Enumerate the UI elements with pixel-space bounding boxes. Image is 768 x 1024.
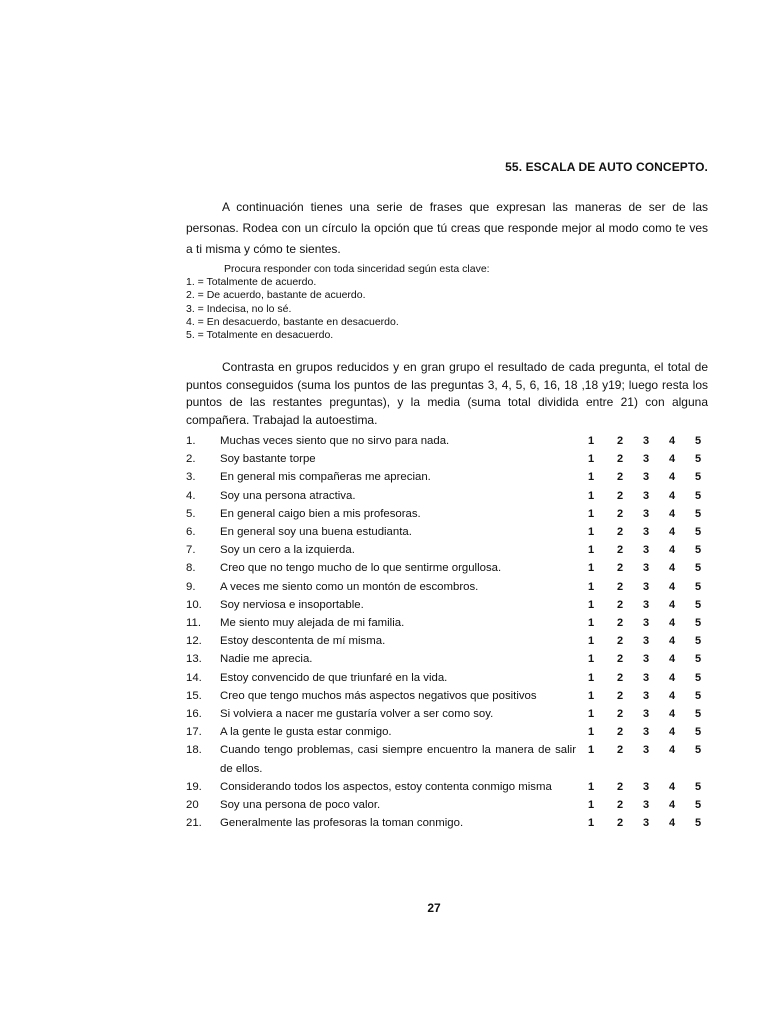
item-statement: En general caigo bien a mis profesoras. <box>220 507 421 520</box>
item-number: 21. <box>186 817 202 830</box>
rating-option-2[interactable]: 2 <box>616 617 624 630</box>
item-number: 2. <box>186 453 196 466</box>
questionnaire-item <box>186 632 716 650</box>
item-number: 5. <box>186 507 196 520</box>
rating-option-5[interactable]: 5 <box>694 598 702 611</box>
rating-option-2[interactable]: 2 <box>616 580 624 593</box>
rating-option-2[interactable]: 2 <box>616 744 624 757</box>
rating-option-4[interactable]: 4 <box>668 562 676 575</box>
item-statement: Estoy convencido de que triunfaré en la vida. <box>220 671 448 684</box>
rating-option-4[interactable]: 4 <box>668 726 676 739</box>
rating-option-1[interactable]: 1 <box>587 598 595 611</box>
rating-option-4[interactable]: 4 <box>668 671 676 684</box>
answer-key-item: 3. = Indecisa, no lo sé. <box>186 302 292 315</box>
rating-option-3[interactable]: 3 <box>642 744 650 757</box>
rating-option-2[interactable]: 2 <box>616 817 624 830</box>
rating-option-2[interactable]: 2 <box>616 726 624 739</box>
rating-option-3[interactable]: 3 <box>642 708 650 721</box>
rating-option-2[interactable]: 2 <box>616 708 624 721</box>
item-number: 8. <box>186 562 196 575</box>
item-number: 13. <box>186 653 202 666</box>
rating-option-5[interactable]: 5 <box>694 580 702 593</box>
rating-option-5[interactable]: 5 <box>694 562 702 575</box>
rating-option-5[interactable]: 5 <box>694 671 702 684</box>
rating-option-5[interactable]: 5 <box>694 507 702 520</box>
item-statement: Soy bastante torpe <box>220 453 316 466</box>
rating-option-1[interactable]: 1 <box>587 471 595 484</box>
item-number: 20 <box>186 799 199 812</box>
answer-key <box>186 263 586 342</box>
rating-option-2[interactable]: 2 <box>616 435 624 447</box>
item-number: 4. <box>186 489 196 502</box>
item-number: 15. <box>186 689 202 702</box>
questionnaire-item <box>186 596 716 614</box>
questionnaire-item <box>186 559 716 577</box>
questionnaire-item <box>186 432 716 450</box>
rating-option-4[interactable]: 4 <box>668 780 676 793</box>
document-title: 55. ESCALA DE AUTO CONCEPTO. <box>505 160 708 174</box>
answer-key-item: 4. = En desacuerdo, bastante en desacuerdo. <box>186 315 399 328</box>
rating-option-3[interactable]: 3 <box>642 653 650 666</box>
rating-option-1[interactable]: 1 <box>587 744 595 757</box>
rating-option-1[interactable]: 1 <box>587 726 595 739</box>
rating-option-4[interactable]: 4 <box>668 744 676 757</box>
item-number: 18. <box>186 744 202 757</box>
rating-option-3[interactable]: 3 <box>642 489 650 502</box>
rating-option-4[interactable]: 4 <box>668 653 676 666</box>
questionnaire-item <box>186 523 716 541</box>
answer-key-item: 2. = De acuerdo, bastante de acuerdo. <box>186 289 366 302</box>
item-number: 14. <box>186 671 202 684</box>
rating-option-2[interactable]: 2 <box>616 780 624 793</box>
rating-option-5[interactable]: 5 <box>694 780 702 793</box>
rating-option-5[interactable]: 5 <box>694 617 702 630</box>
item-statement: Soy una persona de poco valor. <box>220 799 381 812</box>
rating-option-1[interactable]: 1 <box>587 671 595 684</box>
rating-option-2[interactable]: 2 <box>616 598 624 611</box>
rating-option-1[interactable]: 1 <box>587 689 595 702</box>
item-number: 1. <box>186 435 196 447</box>
rating-option-2[interactable]: 2 <box>616 635 624 648</box>
questionnaire-item <box>186 796 716 814</box>
item-statement: Generalmente las profesoras la toman conmigo. <box>220 817 464 830</box>
rating-option-4[interactable]: 4 <box>668 489 676 502</box>
rating-option-4[interactable]: 4 <box>668 526 676 539</box>
rating-option-4[interactable]: 4 <box>668 708 676 721</box>
rating-option-2[interactable]: 2 <box>616 471 624 484</box>
rating-option-2[interactable]: 2 <box>616 544 624 557</box>
rating-option-3[interactable]: 3 <box>642 471 650 484</box>
item-statement: Creo que tengo muchos más aspectos negativos que positivos <box>220 689 537 702</box>
rating-option-2[interactable]: 2 <box>616 799 624 812</box>
questionnaire-item <box>186 669 716 687</box>
questionnaire-item <box>186 541 716 559</box>
rating-option-1[interactable]: 1 <box>587 526 595 539</box>
rating-option-5[interactable]: 5 <box>694 526 702 539</box>
rating-option-3[interactable]: 3 <box>642 544 650 557</box>
rating-option-5[interactable]: 5 <box>694 689 702 702</box>
item-statement: Soy nerviosa e insoportable. <box>220 598 364 611</box>
rating-option-5[interactable]: 5 <box>694 635 702 648</box>
rating-option-5[interactable]: 5 <box>694 435 702 447</box>
item-statement: Creo que no tengo mucho de lo que sentirme orgullosa. <box>220 562 502 575</box>
rating-option-1[interactable]: 1 <box>587 562 595 575</box>
rating-option-4[interactable]: 4 <box>668 453 676 466</box>
item-statement: Soy una persona atractiva. <box>220 489 356 502</box>
item-statement: Si volviera a nacer me gustaría volver a ser como soy. <box>220 708 494 721</box>
item-number: 9. <box>186 580 196 593</box>
rating-option-4[interactable]: 4 <box>668 471 676 484</box>
rating-option-5[interactable]: 5 <box>694 453 702 466</box>
rating-option-3[interactable]: 3 <box>642 635 650 648</box>
rating-option-4[interactable]: 4 <box>668 689 676 702</box>
item-statement: Soy un cero a la izquierda. <box>220 544 355 557</box>
rating-option-2[interactable]: 2 <box>616 562 624 575</box>
intro-paragraph: A continuación tienes una serie de frases que expresan las maneras de ser de las personas. Rodea con un círculo la opción que tú creas que responde mejor al modo como te ves a ti misma y cómo te sientes. <box>186 200 708 256</box>
rating-option-1[interactable]: 1 <box>587 507 595 520</box>
rating-option-3[interactable]: 3 <box>642 435 650 447</box>
questionnaire-item <box>186 741 716 777</box>
rating-option-4[interactable]: 4 <box>668 580 676 593</box>
rating-option-3[interactable]: 3 <box>642 726 650 739</box>
item-statement: Cuando tengo problemas, casi siempre encuentro la manera de salir de ellos. <box>220 744 576 775</box>
rating-option-3[interactable]: 3 <box>642 526 650 539</box>
rating-option-3[interactable]: 3 <box>642 453 650 466</box>
rating-option-3[interactable]: 3 <box>642 507 650 520</box>
item-statement: A veces me siento como un montón de escombros. <box>220 580 479 593</box>
rating-option-1[interactable]: 1 <box>587 817 595 830</box>
rating-option-3[interactable]: 3 <box>642 689 650 702</box>
rating-option-5[interactable]: 5 <box>694 544 702 557</box>
item-number: 3. <box>186 471 196 484</box>
answer-key-item: 1. = Totalmente de acuerdo. <box>186 276 317 289</box>
item-statement: Nadie me aprecia. <box>220 653 313 666</box>
rating-option-5[interactable]: 5 <box>694 471 702 484</box>
questionnaire-item <box>186 814 716 832</box>
questionnaire-item <box>186 705 716 723</box>
rating-option-4[interactable]: 4 <box>668 435 676 447</box>
rating-option-2[interactable]: 2 <box>616 653 624 666</box>
rating-option-3[interactable]: 3 <box>642 580 650 593</box>
rating-option-1[interactable]: 1 <box>587 435 595 447</box>
item-statement: Considerando todos los aspectos, estoy contenta conmigo misma <box>220 780 552 793</box>
rating-option-3[interactable]: 3 <box>642 671 650 684</box>
rating-option-1[interactable]: 1 <box>587 635 595 648</box>
questionnaire-item <box>186 723 716 741</box>
rating-option-3[interactable]: 3 <box>642 799 650 812</box>
item-number: 17. <box>186 726 202 739</box>
item-statement: Estoy descontenta de mí misma. <box>220 635 386 648</box>
rating-option-1[interactable]: 1 <box>587 653 595 666</box>
questionnaire-items <box>186 432 716 832</box>
rating-option-2[interactable]: 2 <box>616 453 624 466</box>
rating-option-1[interactable]: 1 <box>587 780 595 793</box>
rating-option-3[interactable]: 3 <box>642 617 650 630</box>
rating-option-5[interactable]: 5 <box>694 708 702 721</box>
page-number: 27 <box>427 901 441 915</box>
instructions-paragraph: Contrasta en grupos reducidos y en gran grupo el resultado de cada pregunta, el total de puntos conseguidos (suma los puntos de las preguntas 3, 4, 5, 6, 16, 18 ,18 y19; luego resta los puntos de las restantes preguntas), y la media (suma total dividida entre 21) con alguna compañera. Trabajad la autoestima. <box>186 360 708 427</box>
item-statement: Me siento muy alejada de mi familia. <box>220 617 405 630</box>
rating-option-3[interactable]: 3 <box>642 817 650 830</box>
rating-option-1[interactable]: 1 <box>587 799 595 812</box>
questionnaire-item <box>186 487 716 505</box>
questionnaire-item <box>186 450 716 468</box>
questionnaire-item <box>186 578 716 596</box>
rating-option-5[interactable]: 5 <box>694 817 702 830</box>
questionnaire-item <box>186 468 716 486</box>
rating-option-4[interactable]: 4 <box>668 598 676 611</box>
questionnaire-item <box>186 505 716 523</box>
rating-option-5[interactable]: 5 <box>694 489 702 502</box>
rating-option-5[interactable]: 5 <box>694 653 702 666</box>
rating-option-2[interactable]: 2 <box>616 507 624 520</box>
answer-key-item: 5. = Totalmente en desacuerdo. <box>186 329 334 342</box>
rating-option-5[interactable]: 5 <box>694 726 702 739</box>
rating-option-1[interactable]: 1 <box>587 453 595 466</box>
answer-key-intro: Procura responder con toda sinceridad según esta clave: <box>224 263 490 275</box>
questionnaire-item <box>186 778 716 796</box>
item-number: 16. <box>186 708 202 721</box>
rating-option-3[interactable]: 3 <box>642 780 650 793</box>
item-number: 12. <box>186 635 202 648</box>
rating-option-4[interactable]: 4 <box>668 817 676 830</box>
item-statement: En general soy una buena estudianta. <box>220 526 412 539</box>
item-statement: A la gente le gusta estar conmigo. <box>220 726 392 739</box>
item-number: 7. <box>186 544 196 557</box>
item-number: 10. <box>186 598 202 611</box>
rating-option-2[interactable]: 2 <box>616 489 624 502</box>
item-statement: Muchas veces siento que no sirvo para nada. <box>220 435 450 447</box>
rating-option-1[interactable]: 1 <box>587 708 595 721</box>
rating-option-4[interactable]: 4 <box>668 635 676 648</box>
rating-option-2[interactable]: 2 <box>616 689 624 702</box>
questionnaire-item <box>186 614 716 632</box>
item-number: 11. <box>186 617 201 630</box>
rating-option-4[interactable]: 4 <box>668 617 676 630</box>
item-number: 6. <box>186 526 196 539</box>
rating-option-2[interactable]: 2 <box>616 526 624 539</box>
rating-option-1[interactable]: 1 <box>587 544 595 557</box>
rating-option-2[interactable]: 2 <box>616 671 624 684</box>
item-statement: En general mis compañeras me aprecian. <box>220 471 431 484</box>
questionnaire-item <box>186 650 716 668</box>
rating-option-5[interactable]: 5 <box>694 744 702 757</box>
rating-option-1[interactable]: 1 <box>587 580 595 593</box>
rating-option-4[interactable]: 4 <box>668 799 676 812</box>
rating-option-3[interactable]: 3 <box>642 598 650 611</box>
rating-option-1[interactable]: 1 <box>587 489 595 502</box>
questionnaire-item <box>186 687 716 705</box>
item-number: 19. <box>186 780 202 793</box>
rating-option-1[interactable]: 1 <box>587 617 595 630</box>
rating-option-3[interactable]: 3 <box>642 562 650 575</box>
rating-option-4[interactable]: 4 <box>668 507 676 520</box>
rating-option-5[interactable]: 5 <box>694 799 702 812</box>
rating-option-4[interactable]: 4 <box>668 544 676 557</box>
